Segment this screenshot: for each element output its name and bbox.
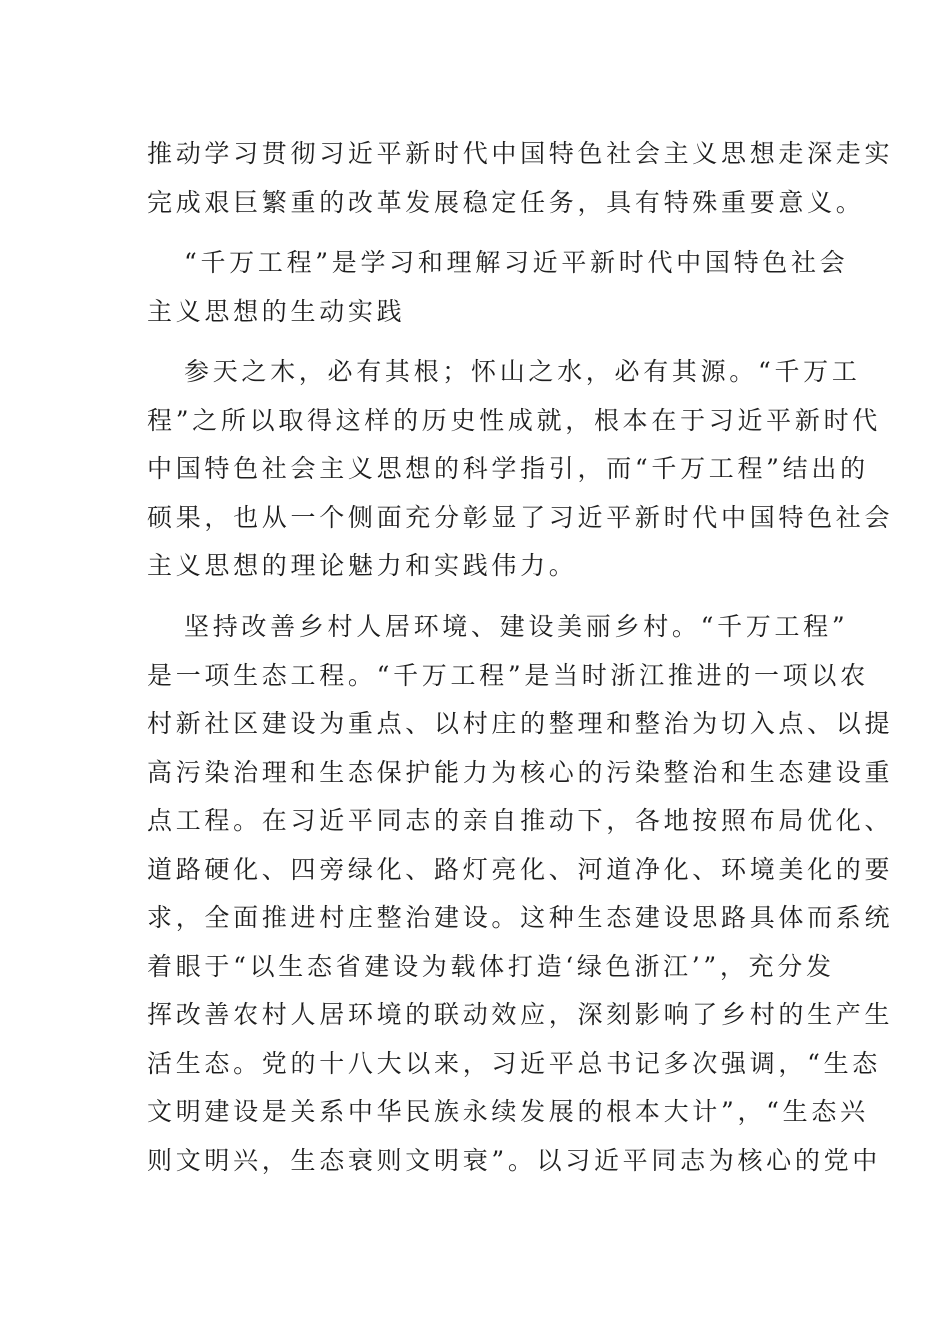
paragraph-intro-continuation [147, 130, 894, 227]
text-line: 坚持改善乡村人居环境、建设美丽乡村。“千万工程” [184, 612, 849, 641]
section-heading [147, 239, 849, 336]
paragraph-roots [147, 348, 894, 591]
text-line: 点工程。在习近平同志的亲自推动下，各地按照布局优化、 [147, 806, 894, 835]
text-line: 中国特色社会主义思想的科学指引，而“千万工程”结出的 [147, 454, 869, 483]
text-line: 着眼于“以生态省建设为载体打造‘绿色浙江’”，充分发 [147, 951, 835, 981]
text-line: 主义思想的生动实践 [147, 296, 406, 326]
text-line: 推动学习贯彻习近平新时代中国特色社会主义思想走深走实 [147, 139, 894, 168]
text-line: 高污染治理和生态保护能力为核心的污染整治和生态建设重 [147, 757, 894, 787]
text-line: 村新社区建设为重点、以村庄的整理和整治为切入点、以提 [147, 709, 894, 738]
text-line: 道路硬化、四旁绿化、路灯亮化、河道净化、环境美化的要 [147, 854, 894, 884]
text-line: 硕果，也从一个侧面充分彰显了习近平新时代中国特色社会 [147, 502, 894, 532]
text-line: 是一项生态工程。“千万工程”是当时浙江推进的一项以农 [147, 660, 869, 690]
text-line: 完成艰巨繁重的改革发展稳定任务，具有特殊重要意义。 [147, 187, 865, 217]
text-line: 求，全面推进村庄整治建设。这种生态建设思路具体而系统 [147, 903, 894, 932]
paragraph-ecology [147, 603, 894, 1185]
text-line: 程”之所以取得这样的历史性成就，根本在于习近平新时代 [147, 405, 881, 435]
text-line: 活生态。党的十八大以来，习近平总书记多次强调，“生态 [147, 1048, 881, 1078]
text-line: “千万工程”是学习和理解习近平新时代中国特色社会 [184, 248, 849, 277]
text-line: 主义思想的理论魅力和实践伟力。 [147, 551, 578, 580]
text-line: 则文明兴，生态衰则文明衰”。以习近平同志为核心的党中 [147, 1145, 881, 1175]
text-line: 文明建设是关系中华民族永续发展的根本大计”，“生态兴 [147, 1097, 869, 1126]
text-line: 参天之木，必有其根；怀山之水，必有其源。“千万工 [184, 357, 861, 386]
text-line: 挥改善农村人居环境的联动效应，深刻影响了乡村的生产生 [147, 1000, 894, 1029]
